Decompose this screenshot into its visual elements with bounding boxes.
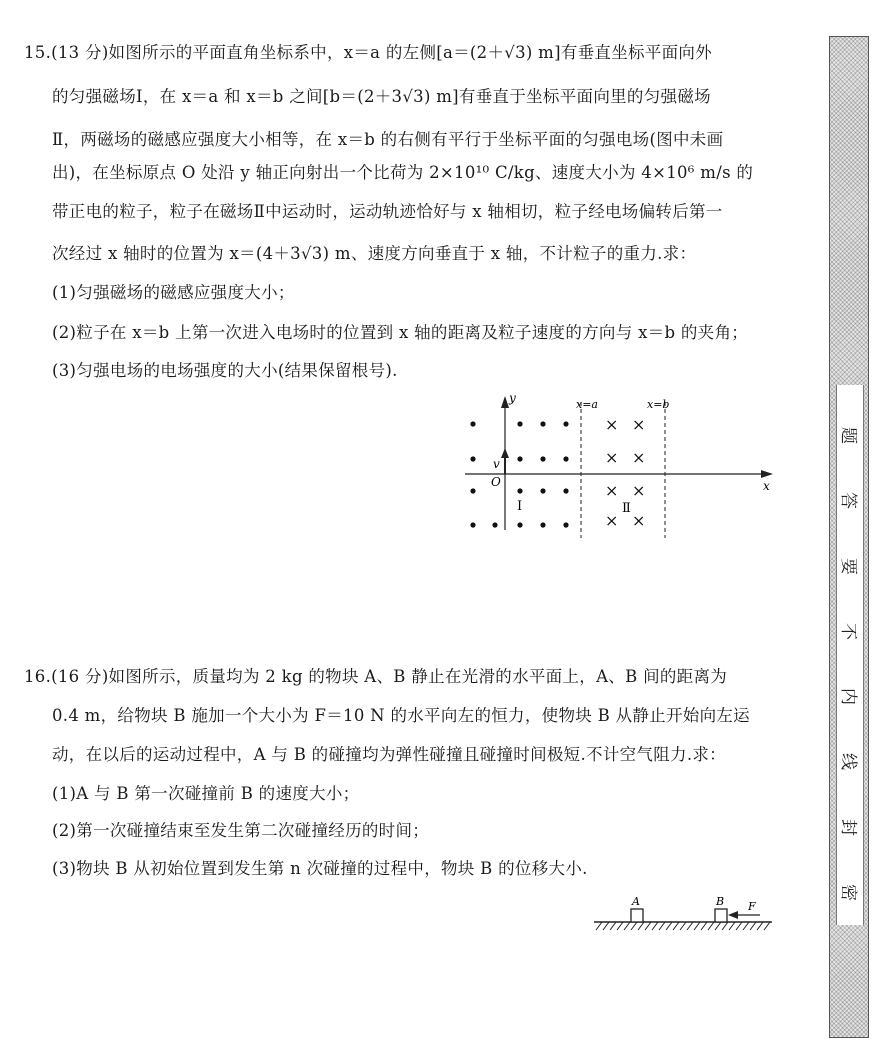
label-block-b: B: [716, 895, 725, 908]
block-b: [715, 909, 727, 922]
seal-char: 答: [837, 492, 858, 510]
q15-part-2: (2)粒子在 x＝b 上第一次进入电场时的位置到 x 轴的距离及粒子速度的方向与 x＝b 的夹角；: [52, 323, 749, 342]
q16-line-1: 16.(16 分)如图所示，质量均为 2 kg 的物块 A、B 静止在光滑的水平面上，A、B 间的距离为: [24, 667, 728, 686]
label-x: x: [763, 479, 770, 493]
q16-part-2: (2)第一次碰撞结束至发生第二次碰撞经历的时间；: [52, 821, 430, 840]
q16-line-3: 动，在以后的运动过程中，A 与 B 的碰撞均为弹性碰撞且碰撞时间极短.不计空气阻力.求：: [52, 745, 726, 764]
ground-hatching: [596, 922, 770, 930]
cross-mark: ×: [632, 448, 646, 467]
label-x-equals-b: x=b: [647, 398, 670, 411]
seal-char: 不: [837, 622, 858, 640]
seal-line-notice: [837, 385, 863, 925]
label-y: y: [509, 391, 516, 405]
y-axis-arrow-icon: [501, 396, 509, 408]
q15-line-3: Ⅱ，两磁场的磁感应强度大小相等，在 x＝b 的右侧有平行于坐标平面的匀强电场(图中未画: [52, 130, 724, 149]
seal-char: 密: [837, 883, 858, 901]
q15-part-1: (1)匀强磁场的磁感应强度大小；: [52, 283, 295, 302]
x-axis-arrow-icon: [761, 470, 773, 478]
seal-line-notice-box: [836, 385, 864, 925]
cross-mark: ×: [605, 448, 619, 467]
seal-char: 线: [837, 753, 858, 771]
cross-mark: ×: [632, 415, 646, 434]
block-a: [631, 909, 643, 922]
q15-line-5: 带正电的粒子，粒子在磁场Ⅱ中运动时，运动轨迹恰好与 x 轴相切，粒子经电场偏转后第一: [52, 202, 723, 221]
q15-line-1: 15.(13 分)如图所示的平面直角坐标系中，x＝a 的左侧[a＝(2＋√3) m]有垂直坐标平面向外: [24, 43, 713, 62]
q15-magnetic-field-figure: [455, 388, 785, 538]
q16-blocks-figure: [590, 890, 780, 940]
q15-line-2: 的匀强磁场Ⅰ，在 x＝a 和 x＝b 之间[b＝(2＋3√3) m]有垂直于坐标平面向里的匀强磁场: [52, 87, 711, 106]
q15-part-3: (3)匀强电场的电场强度的大小(结果保留根号).: [52, 361, 398, 380]
seal-line-strip: [829, 36, 869, 1038]
label-region-2: Ⅱ: [622, 501, 631, 516]
cross-mark: ×: [605, 481, 619, 500]
q15-line-4: 出)，在坐标原点 O 处沿 y 轴正向射出一个比荷为 2×10¹⁰ C/kg、速度大小为 4×10⁶ m/s 的: [52, 163, 754, 182]
cross-mark: ×: [632, 511, 646, 530]
label-x-equals-a: x=a: [576, 398, 598, 411]
seal-char: 内: [837, 688, 858, 706]
q16-part-3: (3)物块 B 从初始位置到发生第 n 次碰撞的过程中，物块 B 的位移大小.: [52, 859, 588, 878]
q16-line-2: 0.4 m，给物块 B 施加一个大小为 F＝10 N 的水平向左的恒力，使物块 B 从静止开始向左运: [52, 706, 750, 725]
seal-char: 要: [837, 557, 858, 575]
force-arrow-icon: [728, 911, 738, 919]
label-v: v: [493, 457, 500, 471]
q16-part-1: (1)A 与 B 第一次碰撞前 B 的速度大小；: [52, 784, 360, 803]
label-block-a: A: [632, 895, 640, 908]
label-origin: O: [491, 475, 501, 489]
seal-char: 题: [837, 427, 858, 444]
cross-mark: ×: [632, 481, 646, 500]
velocity-arrow-icon: [501, 448, 509, 458]
cross-mark: ×: [605, 511, 619, 530]
cross-mark: ×: [605, 415, 619, 434]
seal-char: 封: [837, 818, 858, 836]
label-force-f: F: [748, 900, 756, 913]
q15-line-6: 次经过 x 轴时的位置为 x＝(4＋3√3) m、速度方向垂直于 x 轴，不计粒子的重力.求：: [52, 244, 697, 263]
label-region-1: Ⅰ: [517, 499, 523, 514]
